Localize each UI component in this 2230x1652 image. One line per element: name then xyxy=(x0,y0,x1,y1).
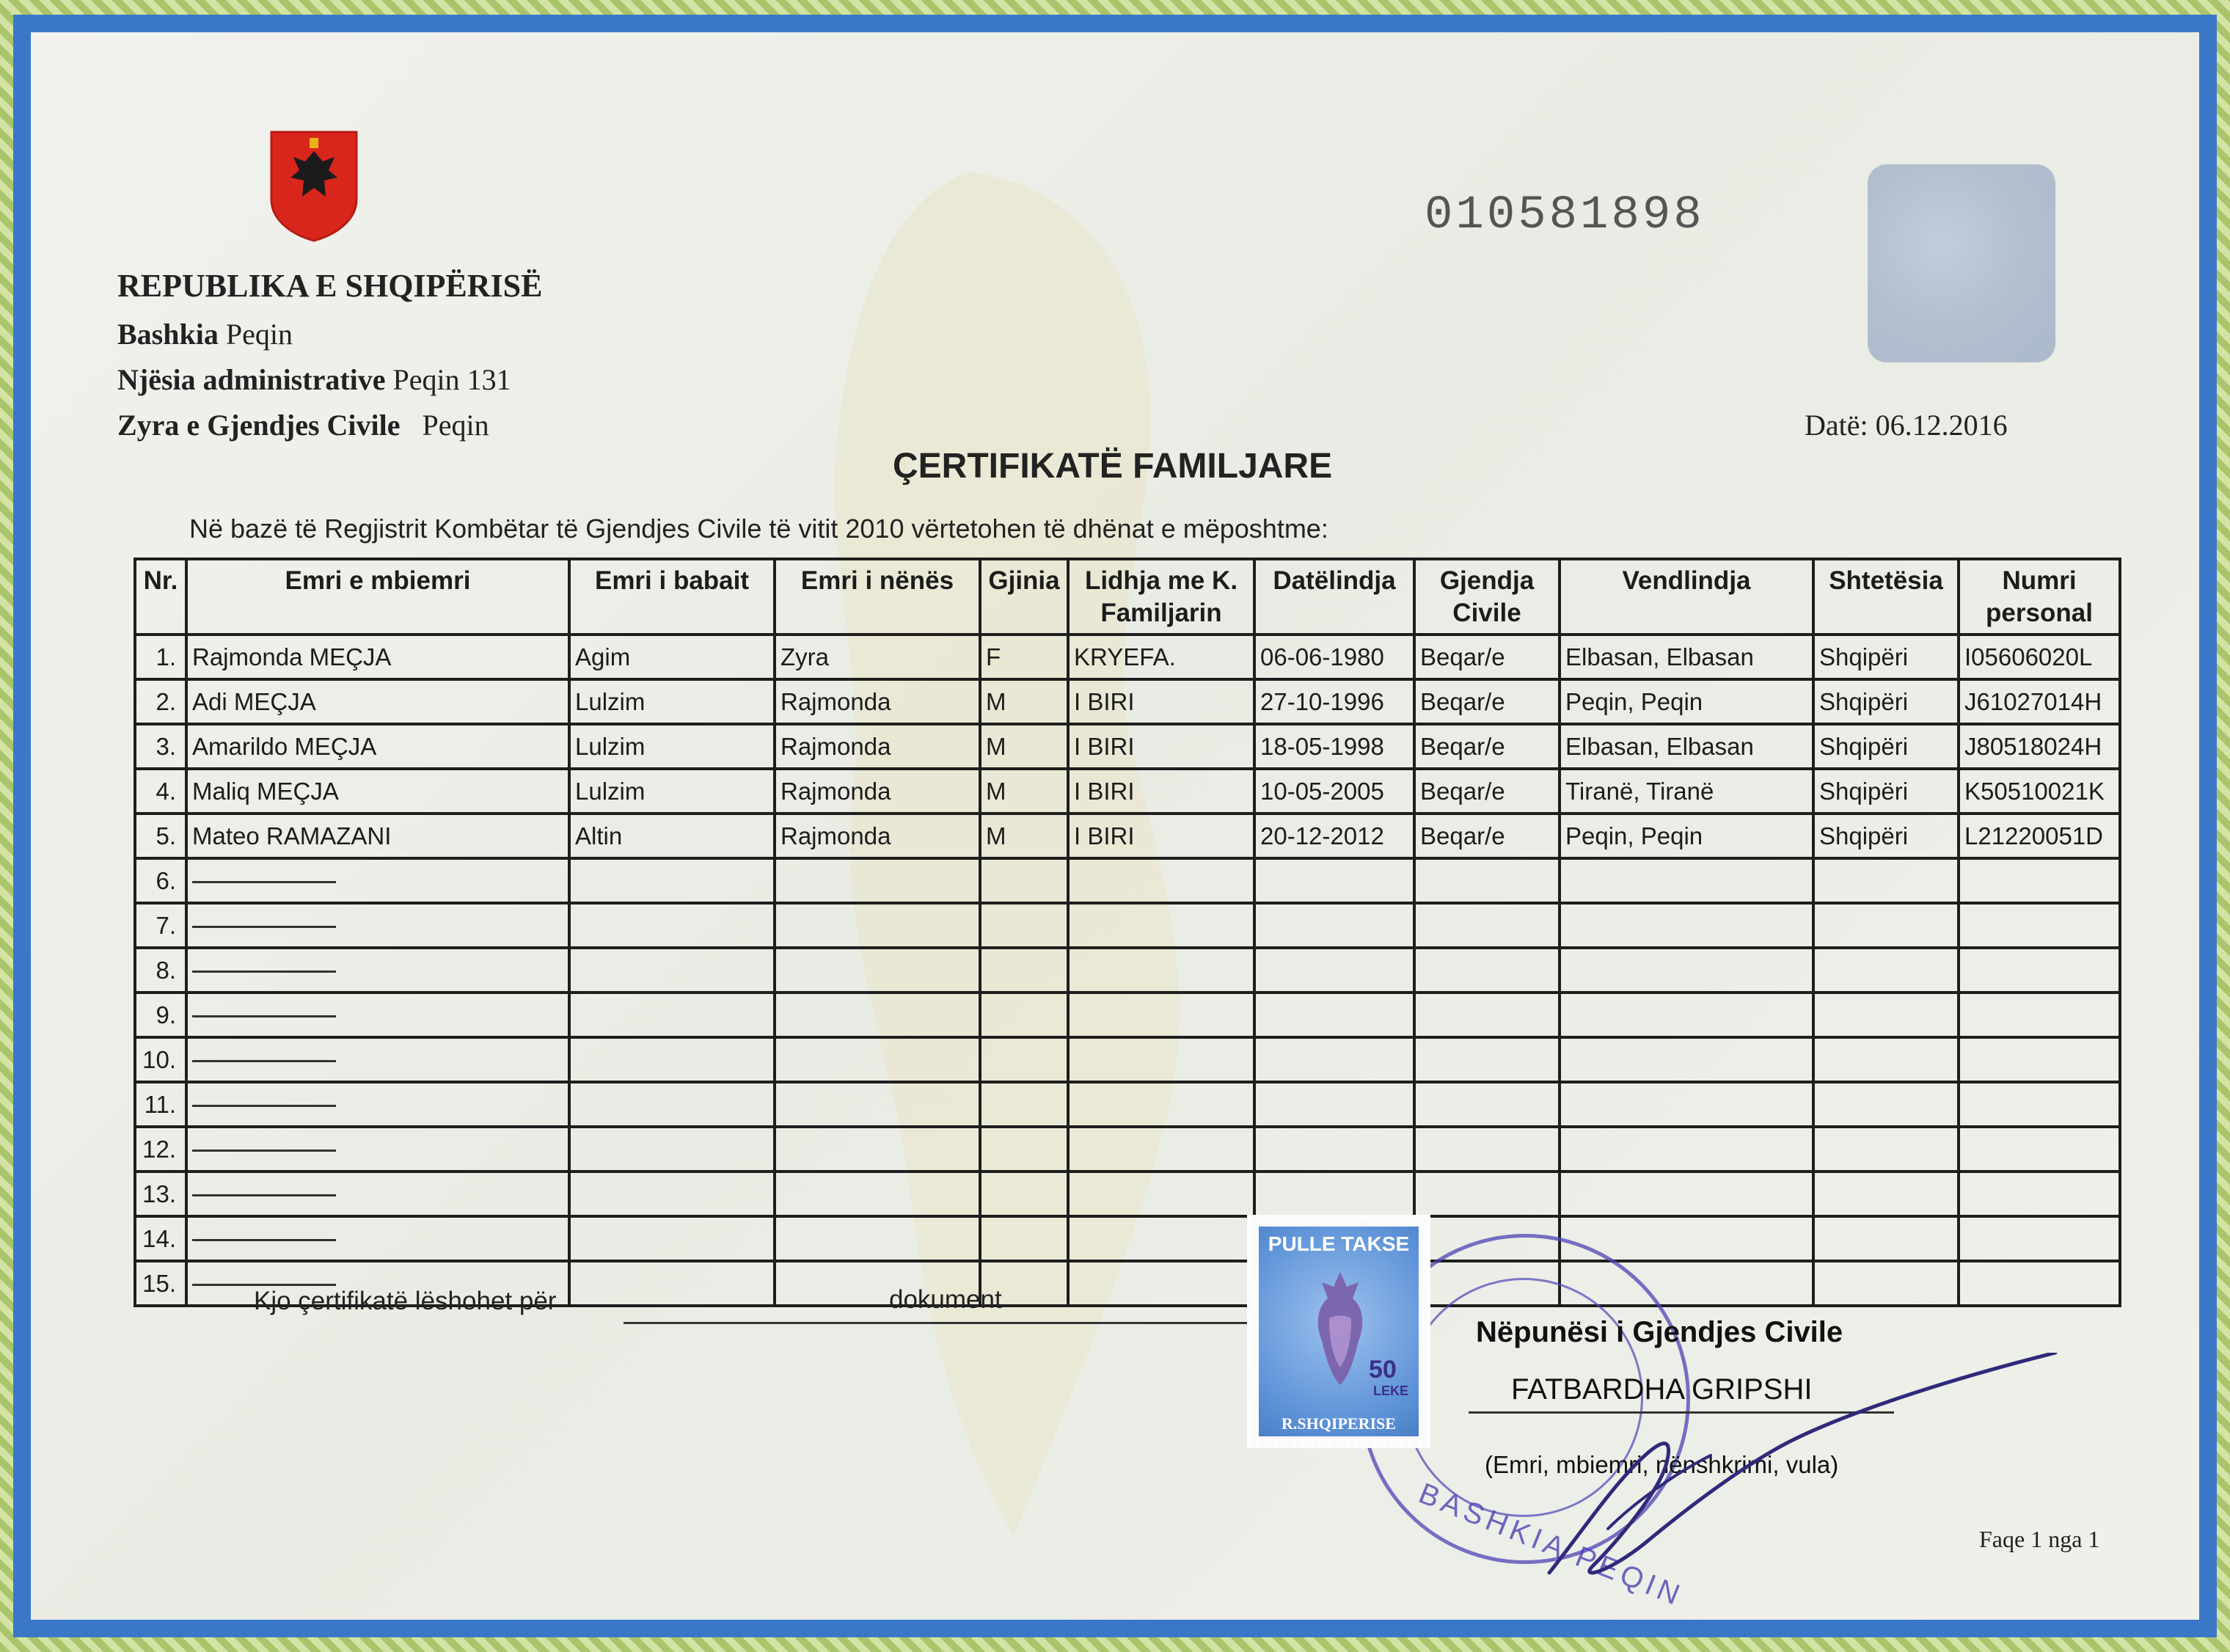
cell-civil-status: Beqar/e xyxy=(1414,814,1560,858)
cell-name: Maliq MEÇJA xyxy=(186,769,569,814)
col-header-pid-line1: Numri xyxy=(2002,566,2077,595)
cell-mother: Rajmonda xyxy=(775,679,980,724)
cell-nr: 3. xyxy=(135,724,186,769)
cell-birthplace: Peqin, Peqin xyxy=(1560,679,1813,724)
cell-name: Amarildo MEÇJA xyxy=(186,724,569,769)
col-header-father: Emri i babait xyxy=(569,559,775,635)
cell-relation: KRYEFA. xyxy=(1068,635,1254,679)
cell-name: Rajmonda MEÇJA xyxy=(186,635,569,679)
document-word: dokument xyxy=(889,1285,1002,1314)
cell-nr: 1. xyxy=(135,635,186,679)
cell-gender: M xyxy=(980,769,1068,814)
table-row xyxy=(135,814,2120,858)
cell-name-blank xyxy=(186,1172,569,1216)
cell-nr: 4. xyxy=(135,769,186,814)
officer-name: FATBARDHA GRIPSHI xyxy=(1511,1373,1813,1406)
tax-stamp-currency: LEKE xyxy=(1373,1384,1409,1398)
cell-citizenship: Shqipëri xyxy=(1813,635,1959,679)
table-row xyxy=(135,769,2120,814)
col-header-mother: Emri i nënës xyxy=(775,559,980,635)
table-row-empty xyxy=(135,1082,2120,1127)
admin-unit-label: Njësia administrative xyxy=(117,363,386,396)
col-header-gender: Gjinia xyxy=(980,559,1068,635)
cell-personal-number: L21220051D xyxy=(1959,814,2120,858)
tax-stamp-issuer: R.SHQIPERISE xyxy=(1282,1414,1396,1433)
intro-text: Në bazë të Regjistrit Kombëtar të Gjendjes Civile të vitit 2010 vërtetohen të dhënat e mëposhtme: xyxy=(189,513,1328,544)
cell-nr: 6. xyxy=(135,858,186,903)
admin-unit-line xyxy=(117,362,511,397)
table-row-empty xyxy=(135,903,2120,948)
issue-date: Datë: 06.12.2016 xyxy=(1805,409,2008,442)
cell-name-blank xyxy=(186,858,569,903)
cell-name-blank xyxy=(186,1216,569,1261)
table-row-empty xyxy=(135,1216,2120,1261)
cell-civil-status: Beqar/e xyxy=(1414,769,1560,814)
page-number: Faqe 1 nga 1 xyxy=(1979,1526,2100,1552)
cell-birthplace: Peqin, Peqin xyxy=(1560,814,1813,858)
municipality-line xyxy=(117,317,293,351)
cell-citizenship: Shqipëri xyxy=(1813,724,1959,769)
table-row xyxy=(135,679,2120,724)
cell-citizenship: Shqipëri xyxy=(1813,679,1959,724)
officer-caption: (Emri, mbiemri, nënshkrimi, vula) xyxy=(1485,1451,1839,1478)
cell-personal-number: J80518024H xyxy=(1959,724,2120,769)
cell-civil-status: Beqar/e xyxy=(1414,724,1560,769)
family-register-table xyxy=(134,558,2121,1307)
table-row-empty xyxy=(135,948,2120,993)
cell-relation: I BIRI xyxy=(1068,679,1254,724)
col-header-citizenship: Shtetësia xyxy=(1813,559,1959,635)
cell-mother: Rajmonda xyxy=(775,814,980,858)
coat-of-arms-icon xyxy=(268,129,359,242)
cell-personal-number: J61027014H xyxy=(1959,679,2120,724)
issued-for-label: Kjo çertifikatë lëshohet për xyxy=(254,1287,557,1315)
cell-birthplace: Elbasan, Elbasan xyxy=(1560,724,1813,769)
cell-father: Altin xyxy=(569,814,775,858)
cell-name-blank xyxy=(186,1082,569,1127)
cell-name-blank xyxy=(186,1127,569,1172)
cell-nr: 14. xyxy=(135,1216,186,1261)
cell-gender: M xyxy=(980,724,1068,769)
cell-gender: F xyxy=(980,635,1068,679)
cell-father: Lulzim xyxy=(569,679,775,724)
civil-office-line xyxy=(117,408,489,442)
cell-dob: 06-06-1980 xyxy=(1254,635,1414,679)
col-header-relation xyxy=(1068,559,1254,635)
cell-personal-number: K50510021K xyxy=(1959,769,2120,814)
table-row xyxy=(135,724,2120,769)
municipality-value: Peqin xyxy=(225,318,293,351)
cell-civil-status: Beqar/e xyxy=(1414,635,1560,679)
cell-nr: 15. xyxy=(135,1261,186,1306)
republic-name: REPUBLIKA E SHQIPËRISË xyxy=(117,268,543,304)
table-header-row xyxy=(135,559,2120,635)
cell-name: Adi MEÇJA xyxy=(186,679,569,724)
cell-birthplace: Elbasan, Elbasan xyxy=(1560,635,1813,679)
cell-nr: 8. xyxy=(135,948,186,993)
cell-nr: 11. xyxy=(135,1082,186,1127)
cell-civil-status: Beqar/e xyxy=(1414,679,1560,724)
admin-unit-value: Peqin 131 xyxy=(392,363,511,396)
civil-office-label: Zyra e Gjendjes Civile xyxy=(117,409,401,442)
col-header-nr: Nr. xyxy=(135,559,186,635)
municipality-label: Bashkia xyxy=(117,318,219,351)
cell-nr: 9. xyxy=(135,993,186,1037)
cell-nr: 12. xyxy=(135,1127,186,1172)
cell-gender: M xyxy=(980,814,1068,858)
tax-stamp-label: PULLE TAKSE xyxy=(1268,1232,1410,1255)
col-header-birthplace: Vendlindja xyxy=(1560,559,1813,635)
cell-dob: 20-12-2012 xyxy=(1254,814,1414,858)
col-header-relation-line1: Lidhja me K. xyxy=(1084,566,1238,595)
col-header-name: Emri e mbiemri xyxy=(186,559,569,635)
cell-mother: Rajmonda xyxy=(775,769,980,814)
civil-office-value: Peqin xyxy=(422,409,489,442)
seal-text: BASHKIA PEQIN xyxy=(1414,1477,1689,1613)
cell-dob: 27-10-1996 xyxy=(1254,679,1414,724)
cell-nr: 10. xyxy=(135,1037,186,1082)
serial-number: 010581898 xyxy=(1425,189,1705,242)
cell-father: Lulzim xyxy=(569,769,775,814)
col-header-dob: Datëlindja xyxy=(1254,559,1414,635)
hologram-sticker xyxy=(1868,164,2055,362)
cell-relation: I BIRI xyxy=(1068,769,1254,814)
cell-citizenship: Shqipëri xyxy=(1813,814,1959,858)
cell-nr: 13. xyxy=(135,1172,186,1216)
cell-dob: 10-05-2005 xyxy=(1254,769,1414,814)
cell-birthplace: Tiranë, Tiranë xyxy=(1560,769,1813,814)
officer-title: Nëpunësi i Gjendjes Civile xyxy=(1476,1316,1843,1348)
cell-nr: 7. xyxy=(135,903,186,948)
cell-dob: 18-05-1998 xyxy=(1254,724,1414,769)
cell-nr: 2. xyxy=(135,679,186,724)
issued-for-blank-line xyxy=(624,1322,1269,1324)
cell-father: Lulzim xyxy=(569,724,775,769)
cell-father: Agim xyxy=(569,635,775,679)
tax-stamp xyxy=(1247,1215,1430,1448)
cell-gender: M xyxy=(980,679,1068,724)
cell-mother: Rajmonda xyxy=(775,724,980,769)
tax-stamp-value: 50 xyxy=(1369,1356,1397,1384)
col-header-civil-status xyxy=(1414,559,1560,635)
document-title: ÇERTIFIKATË FAMILJARE xyxy=(893,447,1333,486)
col-header-personal-number xyxy=(1959,559,2120,635)
table-row-empty xyxy=(135,1037,2120,1082)
cell-name-blank xyxy=(186,993,569,1037)
table-row-empty xyxy=(135,1172,2120,1216)
cell-nr: 5. xyxy=(135,814,186,858)
col-header-civil-line2: Civile xyxy=(1452,599,1521,627)
cell-relation: I BIRI xyxy=(1068,814,1254,858)
handwritten-signature xyxy=(1527,1353,2063,1602)
col-header-civil-line1: Gjendja xyxy=(1439,566,1535,595)
cell-personal-number: I05606020L xyxy=(1959,635,2120,679)
cell-name-blank xyxy=(186,903,569,948)
table-row-empty xyxy=(135,993,2120,1037)
cell-citizenship: Shqipëri xyxy=(1813,769,1959,814)
cell-name-blank xyxy=(186,1037,569,1082)
table-row xyxy=(135,635,2120,679)
col-header-relation-line2: Familjarin xyxy=(1100,599,1222,627)
cell-relation: I BIRI xyxy=(1068,724,1254,769)
cell-mother: Zyra xyxy=(775,635,980,679)
cell-name: Mateo RAMAZANI xyxy=(186,814,569,858)
table-row-empty xyxy=(135,858,2120,903)
cell-name-blank xyxy=(186,948,569,993)
col-header-pid-line2: personal xyxy=(1986,599,2093,627)
table-row-empty xyxy=(135,1127,2120,1172)
certificate-page xyxy=(31,32,2199,1620)
